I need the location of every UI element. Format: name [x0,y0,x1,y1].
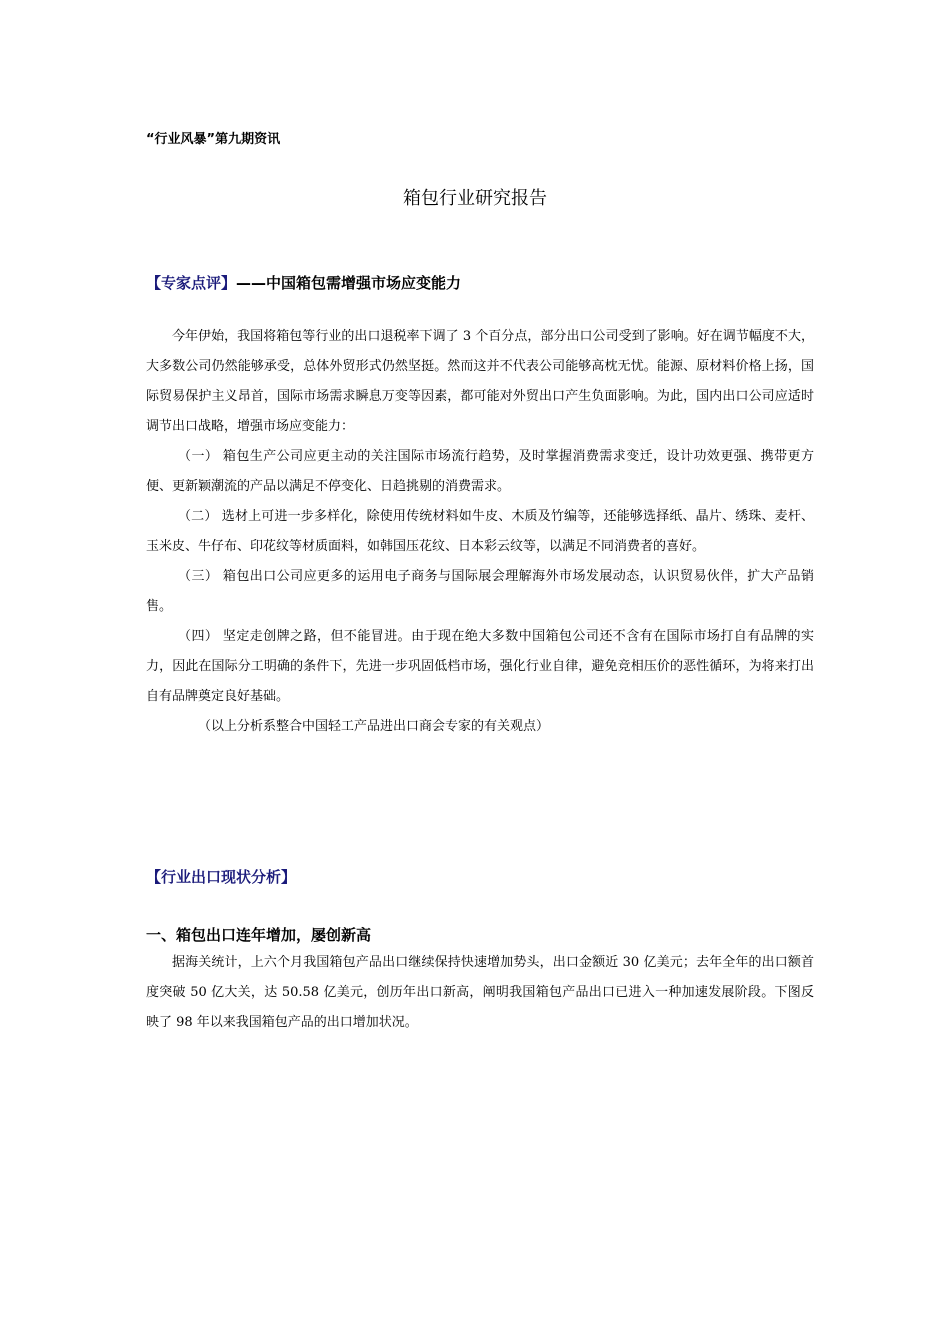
expert-point-1-number: （一） [178,449,219,464]
expert-point-4-number: （四） [178,629,219,644]
expert-point-4 [146,622,814,712]
expert-point-4-text: 坚定走创牌之路，但不能冒进。由于现在绝大多数中国箱包公司还不含有在国际市场打自有品牌的实力，因此在国际分工明确的条件下，先进一步巩固低档市场，强化行业自律，避免竞相压价的恶性循环，为将来打出自有品牌奠定良好基础。 [146,629,814,704]
expert-point-2-number: （二） [178,509,218,524]
expert-point-2-text: 选材上可进一步多样化，除使用传统材料如牛皮、木质及竹编等，还能够选择纸、晶片、绣珠、麦杆、玉米皮、牛仔布、印花纹等材质面料，如韩国压花纹、日本彩云纹等，以满足不同消费者的喜好。 [146,509,814,554]
expert-point-1-text: 箱包生产公司应更主动的关注国际市场流行趋势，及时掌握消费需求变迁，设计功效更强、携带更方便、更新颖潮流的产品以满足不停变化、日趋挑剔的消费需求。 [146,449,814,494]
page-title: 箱包行业研究报告 [403,188,547,209]
issue-line: “行业风暴”第九期资讯 [146,132,281,147]
expert-point-3 [146,562,814,622]
export-paragraph: 据海关统计，上六个月我国箱包产品出口继续保持快速增加势头，出口金额近 30 亿美元；去年全年的出口额首度突破 50 亿大关，达 50.58 亿美元，创历年出口新高，阐明我国箱包产品出口已进入一种加速发展阶段。下图反映了 98 年以来我国箱包产品的出口增加状况。 [146,955,814,1030]
expert-section-heading [146,272,461,293]
export-section-body [146,948,814,1038]
expert-section-body [146,322,814,742]
export-section-heading [146,866,296,887]
expert-section-title: ——中国箱包需增强市场应变能力 [236,274,462,292]
expert-intro-paragraph: 今年伊始，我国将箱包等行业的出口退税率下调了 3 个百分点，部分出口公司受到了影响。好在调节幅度不大，大多数公司仍然能够承受，总体外贸形式仍然坚挺。然而这并不代表公司能够高枕无忧。能源、原材料价格上扬，国际贸易保护主义昂首，国际市场需求瞬息万变等因素，都可能对外贸出口产生负面影响。为此，国内出口公司应适时调节出口战略，增强市场应变能力： [146,329,814,434]
export-section-tag: 【行业出口现状分析】 [146,868,297,886]
expert-point-1 [146,442,814,502]
expert-section-tag: 【专家点评】 [146,274,237,292]
expert-point-3-number: （三） [178,569,219,584]
expert-point-2 [146,502,814,562]
export-sub-heading: 一、箱包出口连年增加，屡创新高 [146,926,372,944]
expert-point-3-text: 箱包出口公司应更多的运用电子商务与国际展会理解海外市场发展动态，认识贸易伙伴，扩大产品销售。 [146,569,814,614]
source-note: （以上分析系整合中国轻工产品进出口商会专家的有关观点） [198,719,550,734]
